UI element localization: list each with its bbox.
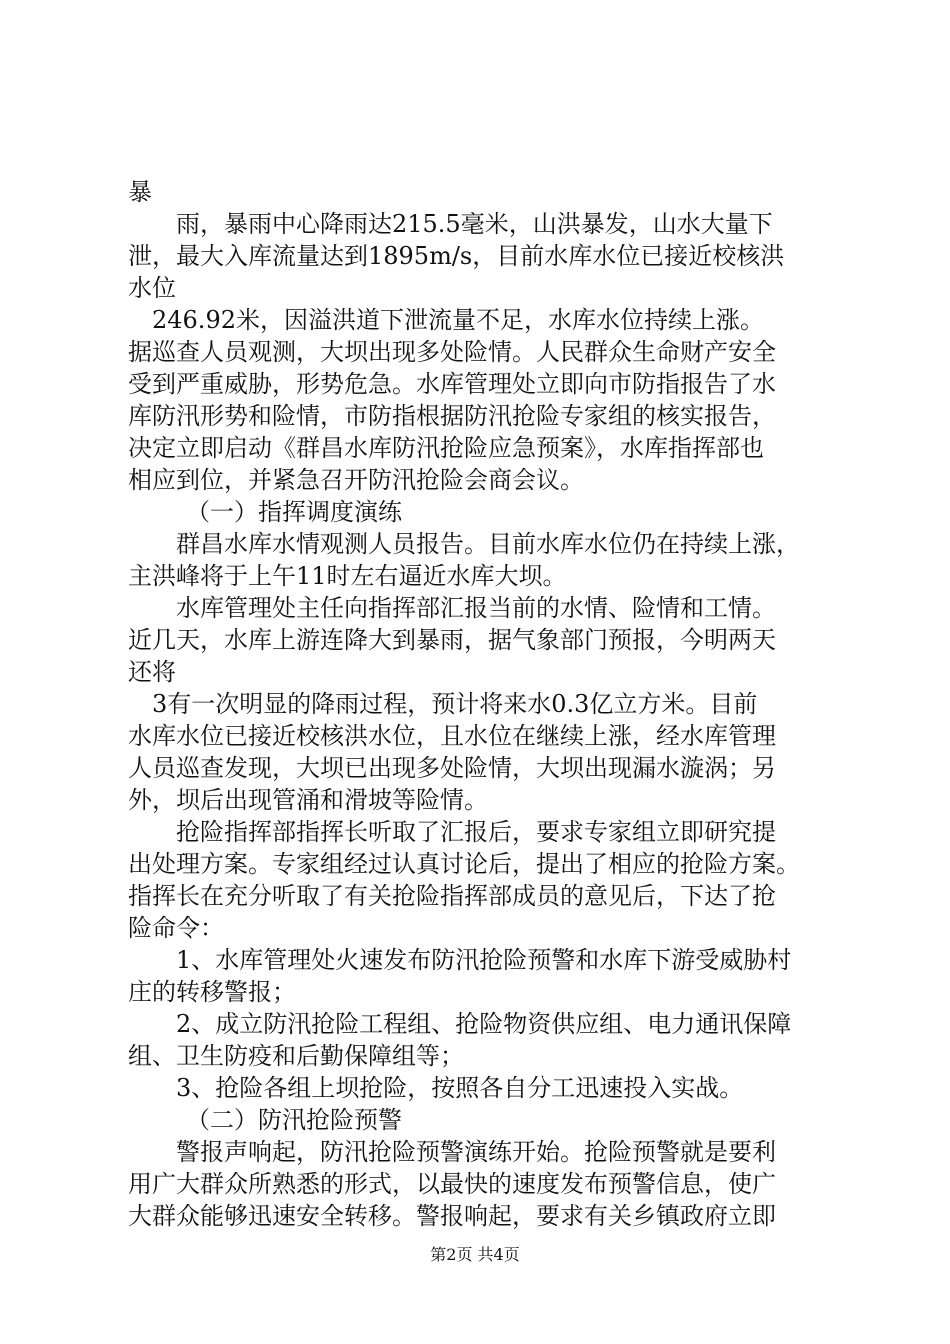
text-line: 暴: [128, 178, 152, 206]
text-line: 群昌水库水情观测人员报告。目前水库水位仍在持续上涨，: [176, 530, 800, 558]
text-line: 组、卫生防疫和后勤保障组等；: [128, 1042, 464, 1070]
text-line: 受到严重威胁，形势危急。水库管理处立即向市防指报告了水: [128, 370, 776, 398]
text-line: 险命令：: [128, 914, 224, 942]
text-line: 水位: [128, 274, 176, 302]
list-item: 1、水库管理处火速发布防汛抢险预警和水库下游受威胁村: [176, 946, 792, 974]
section-heading: （二）防汛抢险预警: [186, 1106, 402, 1134]
text-line: 警报声响起，防汛抢险预警演练开始。抢险预警就是要利: [176, 1138, 776, 1166]
text-line: 水库水位已接近校核洪水位，且水位在继续上涨，经水库管理: [128, 722, 776, 750]
text-line: 抢险指挥部指挥长听取了汇报后，要求专家组立即研究提: [176, 818, 776, 846]
document-body: [128, 176, 828, 1232]
text-line: 庄的转移警报；: [128, 978, 296, 1006]
text-line: 主洪峰将于上午11时左右逼近水库大坝。: [128, 562, 567, 590]
text-line: 用广大群众所熟悉的形式，以最快的速度发布预警信息，使广: [128, 1170, 776, 1198]
text-line: 外，坝后出现管涌和滑坡等险情。: [128, 786, 488, 814]
text-line: 雨，暴雨中心降雨达215.5毫米，山洪暴发，山水大量下: [176, 210, 773, 238]
text-line: 指挥长在充分听取了有关抢险指挥部成员的意见后，下达了抢: [128, 882, 776, 910]
text-line: 人员巡查发现，大坝已出现多处险情，大坝出现漏水漩涡；另: [128, 754, 776, 782]
text-line: 库防汛形势和险情，市防指根据防汛抢险专家组的核实报告，: [128, 402, 776, 430]
text-line: 相应到位，并紧急召开防汛抢险会商会议。: [128, 466, 584, 494]
text-line: 泄，最大入库流量达到1895m/s，目前水库水位已接近校核洪: [128, 242, 785, 270]
text-line: 还将: [128, 658, 176, 686]
text-line: 出处理方案。专家组经过认真讨论后，提出了相应的抢险方案。: [128, 850, 800, 878]
page-footer: [0, 1245, 950, 1265]
text-line: 决定立即启动《群昌水库防汛抢险应急预案》，水库指挥部也: [128, 434, 764, 462]
text-line: 246.92米，因溢洪道下泄流量不足，水库水位持续上涨。: [152, 306, 764, 334]
text-line: 近几天，水库上游连降大到暴雨，据气象部门预报，今明两天: [128, 626, 776, 654]
text-line: 水库管理处主任向指挥部汇报当前的水情、险情和工情。: [176, 594, 776, 622]
text-line: 大群众能够迅速安全转移。警报响起，要求有关乡镇政府立即: [128, 1202, 776, 1230]
list-item: 2、成立防汛抢险工程组、抢险物资供应组、电力通讯保障: [176, 1010, 792, 1038]
page-number-label: 第2页 共4页: [430, 1245, 520, 1264]
section-heading: （一）指挥调度演练: [186, 498, 402, 526]
text-line: 3有一次明显的降雨过程，预计将来水0.3亿立方米。目前: [152, 690, 758, 718]
list-item: 3、抢险各组上坝抢险，按照各自分工迅速投入实战。: [176, 1074, 744, 1102]
text-line: 据巡查人员观测，大坝出现多处险情。人民群众生命财产安全: [128, 338, 776, 366]
